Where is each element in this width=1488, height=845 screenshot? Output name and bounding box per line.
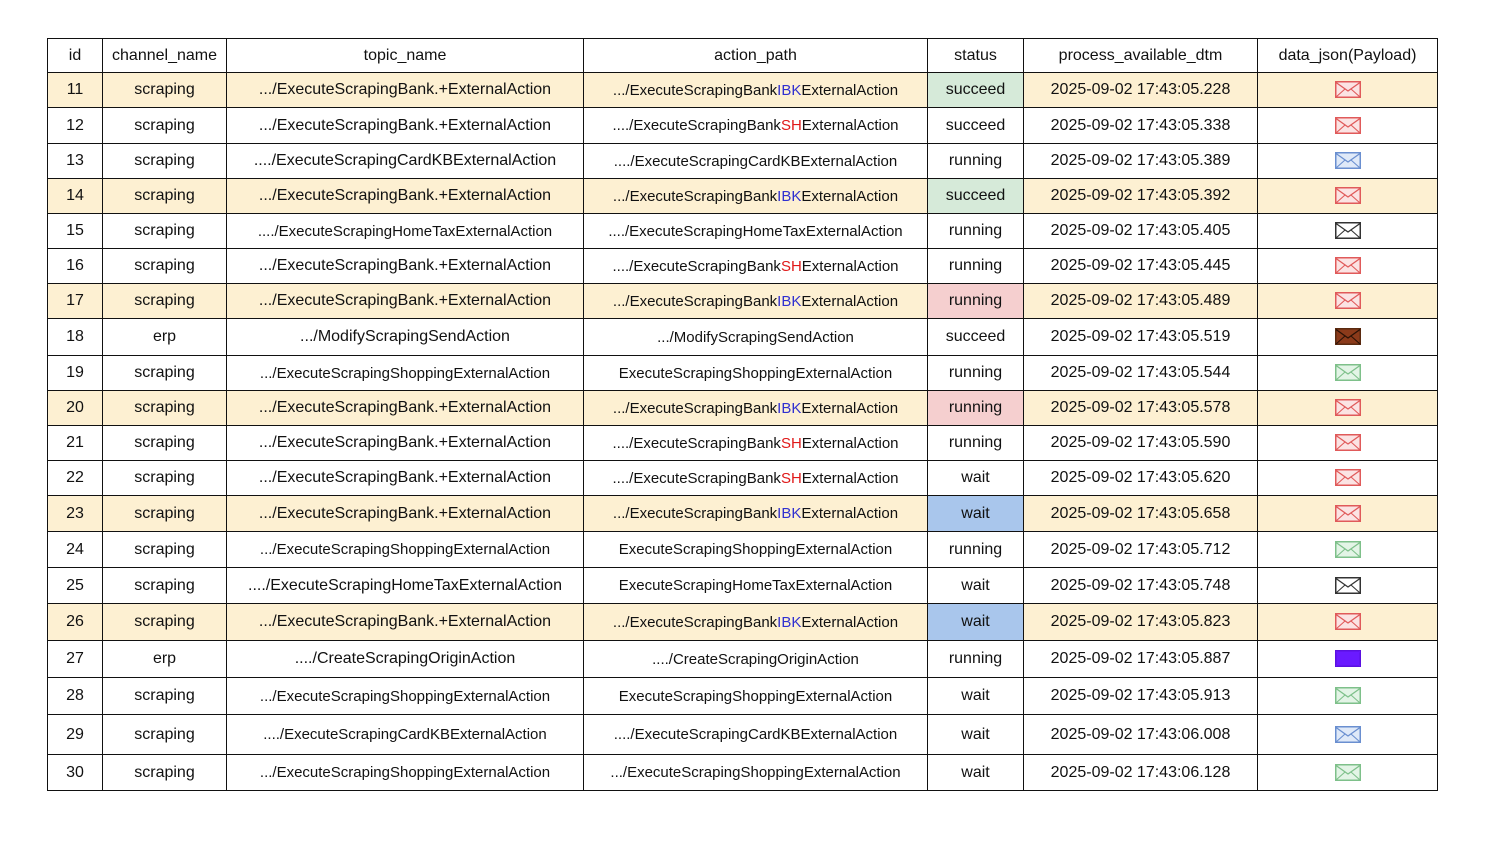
green-envelope-icon[interactable] [1335, 541, 1361, 558]
col-header-channel-name: channel_name [103, 39, 227, 73]
cell-process-available-dtm: 2025-09-02 17:43:05.228 [1024, 73, 1258, 108]
cell-status: wait [928, 678, 1024, 715]
cell-action-path [584, 214, 928, 249]
cell-payload [1258, 73, 1438, 108]
cell-channel-name: scraping [103, 461, 227, 496]
red-envelope-icon[interactable] [1335, 434, 1361, 451]
action-path-part: ..../ExecuteScrapingBank [612, 434, 781, 452]
cell-action-path [584, 715, 928, 755]
cell-status: running [928, 144, 1024, 179]
table-row [48, 604, 1438, 641]
cell-status: running [928, 249, 1024, 284]
cell-topic-name: .../ExecuteScrapingBank.+ExternalAction [227, 391, 584, 426]
action-path-part: .../ModifyScrapingSendAction [657, 328, 854, 346]
cell-status: running [928, 356, 1024, 391]
cell-topic-name: .../ExecuteScrapingShoppingExternalAction [227, 532, 584, 568]
cell-process-available-dtm: 2025-09-02 17:43:05.338 [1024, 108, 1258, 144]
cell-payload [1258, 319, 1438, 356]
cell-process-available-dtm: 2025-09-02 17:43:05.712 [1024, 532, 1258, 568]
cell-action-path [584, 73, 928, 108]
cell-action-path [584, 179, 928, 214]
cell-id: 19 [48, 356, 103, 391]
table-row [48, 641, 1438, 678]
cell-channel-name: scraping [103, 568, 227, 604]
table-row [48, 108, 1438, 144]
cell-id: 14 [48, 179, 103, 214]
action-path-part: .../ExecuteScrapingShoppingExternalAction [610, 764, 901, 781]
green-envelope-icon[interactable] [1335, 364, 1361, 381]
cell-status: wait [928, 755, 1024, 791]
cell-topic-name: .../ExecuteScrapingBank.+ExternalAction [227, 496, 584, 532]
action-path-part: ExternalAction [801, 434, 899, 452]
cell-payload [1258, 391, 1438, 426]
cell-status: running [928, 532, 1024, 568]
cell-channel-name: scraping [103, 604, 227, 641]
cell-topic-name: .../ModifyScrapingSendAction [227, 319, 584, 356]
action-path-bank-code: IBK [777, 292, 802, 310]
action-path-part: .../ExecuteScrapingBank [612, 399, 778, 417]
cell-action-path [584, 641, 928, 678]
payload-table [47, 38, 1438, 791]
table-row [48, 214, 1438, 249]
action-path-part: ExecuteScrapingShoppingExternalAction [618, 687, 893, 705]
cell-action-path [584, 284, 928, 319]
cell-status: wait [928, 604, 1024, 641]
table-row [48, 755, 1438, 791]
cell-channel-name: scraping [103, 715, 227, 755]
cell-process-available-dtm: 2025-09-02 17:43:05.519 [1024, 319, 1258, 356]
cell-channel-name: scraping [103, 356, 227, 391]
brown-envelope-icon[interactable] [1335, 328, 1361, 345]
cell-process-available-dtm: 2025-09-02 17:43:05.823 [1024, 604, 1258, 641]
cell-process-available-dtm: 2025-09-02 17:43:05.405 [1024, 214, 1258, 249]
cell-channel-name: scraping [103, 249, 227, 284]
cell-id: 21 [48, 426, 103, 461]
cell-payload [1258, 755, 1438, 791]
cell-payload [1258, 179, 1438, 214]
cell-topic-name: ..../ExecuteScrapingCardKBExternalAction [227, 144, 584, 179]
cell-id: 13 [48, 144, 103, 179]
cell-process-available-dtm: 2025-09-02 17:43:05.544 [1024, 356, 1258, 391]
action-path-bank-code: IBK [777, 399, 802, 417]
cell-status: succeed [928, 179, 1024, 214]
table-row [48, 391, 1438, 426]
cell-topic-name: ..../ExecuteScrapingHomeTaxExternalAction [227, 568, 584, 604]
col-header-data-json: data_json(Payload) [1258, 39, 1438, 73]
action-path-bank-code: SH [780, 469, 802, 487]
cell-id: 12 [48, 108, 103, 144]
cell-topic-name: .../ExecuteScrapingBank.+ExternalAction [227, 249, 584, 284]
cell-topic-name: .../ExecuteScrapingShoppingExternalAction [227, 356, 584, 391]
cell-payload [1258, 715, 1438, 755]
cell-id: 26 [48, 604, 103, 641]
cell-action-path [584, 532, 928, 568]
col-header-topic-name: topic_name [227, 39, 584, 73]
action-path-part: ..../ExecuteScrapingBank [612, 469, 781, 487]
cell-id: 22 [48, 461, 103, 496]
cell-action-path [584, 108, 928, 144]
cell-id: 18 [48, 319, 103, 356]
cell-channel-name: erp [103, 641, 227, 678]
table-row [48, 426, 1438, 461]
cell-payload [1258, 532, 1438, 568]
cell-process-available-dtm: 2025-09-02 17:43:05.748 [1024, 568, 1258, 604]
cell-process-available-dtm: 2025-09-02 17:43:05.590 [1024, 426, 1258, 461]
cell-process-available-dtm: 2025-09-02 17:43:05.445 [1024, 249, 1258, 284]
action-path-part: ExternalAction [801, 292, 899, 310]
red-envelope-icon[interactable] [1335, 292, 1361, 309]
cell-status: succeed [928, 73, 1024, 108]
table-row [48, 532, 1438, 568]
cell-status: wait [928, 568, 1024, 604]
blue-envelope-icon[interactable] [1335, 152, 1361, 169]
cell-status: wait [928, 496, 1024, 532]
table-row [48, 179, 1438, 214]
cell-status: succeed [928, 319, 1024, 356]
table-row [48, 568, 1438, 604]
action-path-part: ExecuteScrapingShoppingExternalAction [618, 364, 893, 382]
action-path-part: .../ExecuteScrapingBank [612, 81, 778, 99]
action-path-part: ExternalAction [801, 257, 899, 275]
cell-payload [1258, 214, 1438, 249]
cell-channel-name: scraping [103, 391, 227, 426]
red-envelope-icon[interactable] [1335, 187, 1361, 204]
red-envelope-icon[interactable] [1335, 613, 1361, 630]
cell-action-path [584, 678, 928, 715]
table-row [48, 319, 1438, 356]
cell-action-path [584, 496, 928, 532]
table-row [48, 496, 1438, 532]
action-path-part: ExternalAction [801, 117, 899, 134]
cell-action-path [584, 356, 928, 391]
action-path-part: ..../ExecuteScrapingBank [612, 257, 781, 275]
action-path-part: ..../ExecuteScrapingCardKBExternalAction [613, 152, 898, 170]
cell-payload [1258, 356, 1438, 391]
action-path-part: ExternalAction [801, 399, 899, 417]
cell-payload [1258, 108, 1438, 144]
action-path-part: .../ExecuteScrapingBank [612, 292, 778, 310]
cell-id: 23 [48, 496, 103, 532]
action-path-part: ExternalAction [801, 187, 899, 205]
cell-id: 15 [48, 214, 103, 249]
black-envelope-icon[interactable] [1335, 577, 1361, 594]
cell-id: 29 [48, 715, 103, 755]
table-row [48, 73, 1438, 108]
green-envelope-icon[interactable] [1335, 764, 1361, 781]
cell-payload [1258, 496, 1438, 532]
col-header-action-path: action_path [584, 39, 928, 73]
cell-process-available-dtm: 2025-09-02 17:43:06.008 [1024, 715, 1258, 755]
blue-envelope-icon[interactable] [1335, 726, 1361, 743]
action-path-part: ..../ExecuteScrapingHomeTaxExternalAction [608, 222, 903, 240]
cell-action-path [584, 461, 928, 496]
cell-id: 24 [48, 532, 103, 568]
cell-channel-name: scraping [103, 496, 227, 532]
action-path-bank-code: IBK [777, 81, 802, 99]
cell-id: 11 [48, 73, 103, 108]
cell-topic-name: .../ExecuteScrapingShoppingExternalAction [227, 678, 584, 715]
green-envelope-icon[interactable] [1335, 687, 1361, 704]
cell-payload [1258, 144, 1438, 179]
col-header-process-available-dtm: process_available_dtm [1024, 39, 1258, 73]
cell-status: running [928, 284, 1024, 319]
cell-channel-name: scraping [103, 214, 227, 249]
cell-id: 17 [48, 284, 103, 319]
cell-payload [1258, 678, 1438, 715]
cell-payload [1258, 604, 1438, 641]
action-path-part: ExecuteScrapingHomeTaxExternalAction [618, 577, 893, 594]
cell-id: 20 [48, 391, 103, 426]
cell-action-path [584, 755, 928, 791]
action-path-bank-code: IBK [777, 187, 802, 205]
cell-action-path [584, 319, 928, 356]
cell-topic-name: .../ExecuteScrapingBank.+ExternalAction [227, 108, 584, 144]
cell-channel-name: scraping [103, 755, 227, 791]
red-envelope-icon[interactable] [1335, 81, 1361, 98]
cell-topic-name: .../ExecuteScrapingShoppingExternalAction [227, 755, 584, 791]
cell-process-available-dtm: 2025-09-02 17:43:06.128 [1024, 755, 1258, 791]
cell-topic-name: ..../ExecuteScrapingCardKBExternalAction [227, 715, 584, 755]
action-path-bank-code: IBK [777, 505, 802, 522]
cell-channel-name: scraping [103, 73, 227, 108]
cell-process-available-dtm: 2025-09-02 17:43:05.620 [1024, 461, 1258, 496]
action-path-part: ExternalAction [801, 505, 899, 522]
cell-status: running [928, 391, 1024, 426]
cell-id: 16 [48, 249, 103, 284]
cell-topic-name: ..../CreateScrapingOriginAction [227, 641, 584, 678]
red-envelope-icon[interactable] [1335, 505, 1361, 522]
cell-payload [1258, 426, 1438, 461]
cell-status: running [928, 426, 1024, 461]
cell-topic-name: .../ExecuteScrapingBank.+ExternalAction [227, 284, 584, 319]
cell-topic-name: ..../ExecuteScrapingHomeTaxExternalAction [227, 214, 584, 249]
cell-process-available-dtm: 2025-09-02 17:43:05.389 [1024, 144, 1258, 179]
cell-channel-name: scraping [103, 426, 227, 461]
cell-payload [1258, 284, 1438, 319]
cell-status: succeed [928, 108, 1024, 144]
table-row [48, 284, 1438, 319]
cell-action-path [584, 604, 928, 641]
cell-process-available-dtm: 2025-09-02 17:43:05.392 [1024, 179, 1258, 214]
col-header-id: id [48, 39, 103, 73]
action-path-bank-code: SH [780, 117, 802, 134]
cell-channel-name: scraping [103, 678, 227, 715]
cell-topic-name: .../ExecuteScrapingBank.+ExternalAction [227, 604, 584, 641]
cell-id: 28 [48, 678, 103, 715]
cell-action-path [584, 568, 928, 604]
cell-channel-name: scraping [103, 179, 227, 214]
cell-process-available-dtm: 2025-09-02 17:43:05.913 [1024, 678, 1258, 715]
action-path-bank-code: SH [780, 257, 802, 275]
cell-topic-name: .../ExecuteScrapingBank.+ExternalAction [227, 426, 584, 461]
black-envelope-icon[interactable] [1335, 222, 1361, 239]
action-path-part: ExecuteScrapingShoppingExternalAction [618, 541, 893, 558]
cell-topic-name: .../ExecuteScrapingBank.+ExternalAction [227, 179, 584, 214]
cell-channel-name: erp [103, 319, 227, 356]
action-path-part: .../ExecuteScrapingBank [612, 613, 778, 631]
cell-payload [1258, 568, 1438, 604]
action-path-part: ExternalAction [801, 469, 899, 487]
table-row [48, 678, 1438, 715]
action-path-part: .../ExecuteScrapingBank [612, 187, 778, 205]
red-envelope-icon[interactable] [1335, 117, 1361, 134]
col-header-status: status [928, 39, 1024, 73]
cell-status: running [928, 641, 1024, 678]
table-row [48, 356, 1438, 391]
cell-process-available-dtm: 2025-09-02 17:43:05.578 [1024, 391, 1258, 426]
cell-status: running [928, 214, 1024, 249]
red-envelope-icon[interactable] [1335, 399, 1361, 416]
cell-channel-name: scraping [103, 284, 227, 319]
cell-channel-name: scraping [103, 108, 227, 144]
action-path-bank-code: SH [780, 434, 802, 452]
cell-id: 30 [48, 755, 103, 791]
cell-status: wait [928, 715, 1024, 755]
cell-id: 25 [48, 568, 103, 604]
table-row [48, 144, 1438, 179]
purple-envelope-icon[interactable] [1335, 650, 1361, 667]
cell-status: wait [928, 461, 1024, 496]
cell-channel-name: scraping [103, 144, 227, 179]
red-envelope-icon[interactable] [1335, 469, 1361, 486]
header-row [48, 39, 1438, 73]
cell-topic-name: .../ExecuteScrapingBank.+ExternalAction [227, 73, 584, 108]
red-envelope-icon[interactable] [1335, 257, 1361, 274]
action-path-part: ..../ExecuteScrapingBank [612, 117, 781, 134]
action-path-part: ..../ExecuteScrapingCardKBExternalAction [613, 726, 898, 743]
table-row [48, 249, 1438, 284]
action-path-part: ExternalAction [801, 81, 899, 99]
action-path-part: ExternalAction [801, 613, 899, 631]
table-row [48, 715, 1438, 755]
cell-process-available-dtm: 2025-09-02 17:43:05.658 [1024, 496, 1258, 532]
cell-action-path [584, 144, 928, 179]
action-path-bank-code: IBK [777, 613, 802, 631]
cell-action-path [584, 391, 928, 426]
cell-process-available-dtm: 2025-09-02 17:43:05.489 [1024, 284, 1258, 319]
action-path-part: ..../CreateScrapingOriginAction [652, 650, 859, 668]
cell-payload [1258, 249, 1438, 284]
table-row [48, 461, 1438, 496]
cell-channel-name: scraping [103, 532, 227, 568]
cell-id: 27 [48, 641, 103, 678]
cell-process-available-dtm: 2025-09-02 17:43:05.887 [1024, 641, 1258, 678]
cell-topic-name: .../ExecuteScrapingBank.+ExternalAction [227, 461, 584, 496]
cell-payload [1258, 461, 1438, 496]
cell-payload [1258, 641, 1438, 678]
action-path-part: .../ExecuteScrapingBank [612, 505, 778, 522]
cell-action-path [584, 426, 928, 461]
cell-action-path [584, 249, 928, 284]
